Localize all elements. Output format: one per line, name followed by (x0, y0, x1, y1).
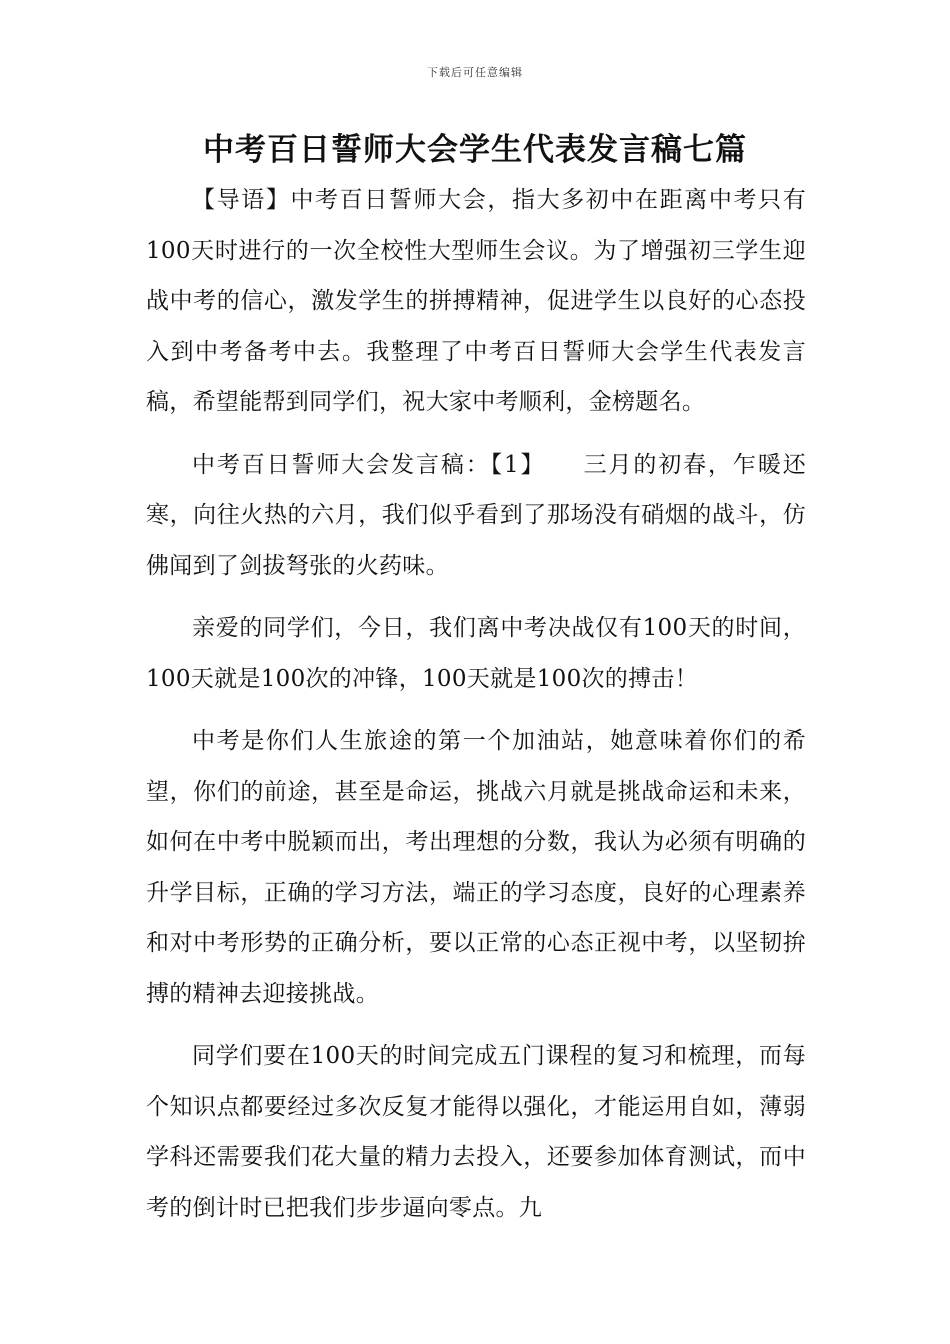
paragraph-review-plan: 同学们要在100天的时间完成五门课程的复习和梳理，而每个知识点都要经过多次反复才能得以强化，才能运用自如，薄弱学科还需要我们花大量的精力去投入，还要参加体育测试，而中考的倒计时已把我们步步逼向零点。九 (146, 1043, 806, 1221)
paragraph-speech-1-opening: 中考百日誓师大会发言稿：【1】 三月的初春，乍暖还寒，向往火热的六月，我们似乎看到了那场没有硝烟的战斗，仿佛闻到了剑拔弩张的火药味。 (146, 451, 806, 579)
paragraph-intro: 【导语】中考百日誓师大会，指大多初中在距离中考只有100天时进行的一次全校性大型师生会议。为了增强初三学生迎战中考的信心，激发学生的拼搏精神，促进学生以良好的心态投入到中考备考中去。我整理了中考百日誓师大会学生代表发言稿，希望能帮到同学们，祝大家中考顺利，金榜题名。 (146, 187, 806, 415)
paragraph-gas-station: 中考是你们人生旅途的第一个加油站，她意味着你们的希望，你们的前途，甚至是命运，挑战六月就是挑战命运和未来，如何在中考中脱颖而出，考出理想的分数，我认为必须有明确的升学目标，正确的学习方法，端正的学习态度，良好的心理素养和对中考形势的正确分析，要以正常的心态正视中考，以坚韧拚搏的精神去迎接挑战。 (146, 728, 806, 1007)
header-note: 下载后可任意编辑 (427, 66, 523, 79)
document-body (146, 175, 806, 1233)
document-title: 中考百日誓师大会学生代表发言稿七篇 (203, 132, 747, 168)
paragraph-100-days: 亲爱的同学们，今日，我们离中考决战仅有100天的时间，100天就是100次的冲锋，100天就是100次的搏击！ (146, 615, 806, 692)
